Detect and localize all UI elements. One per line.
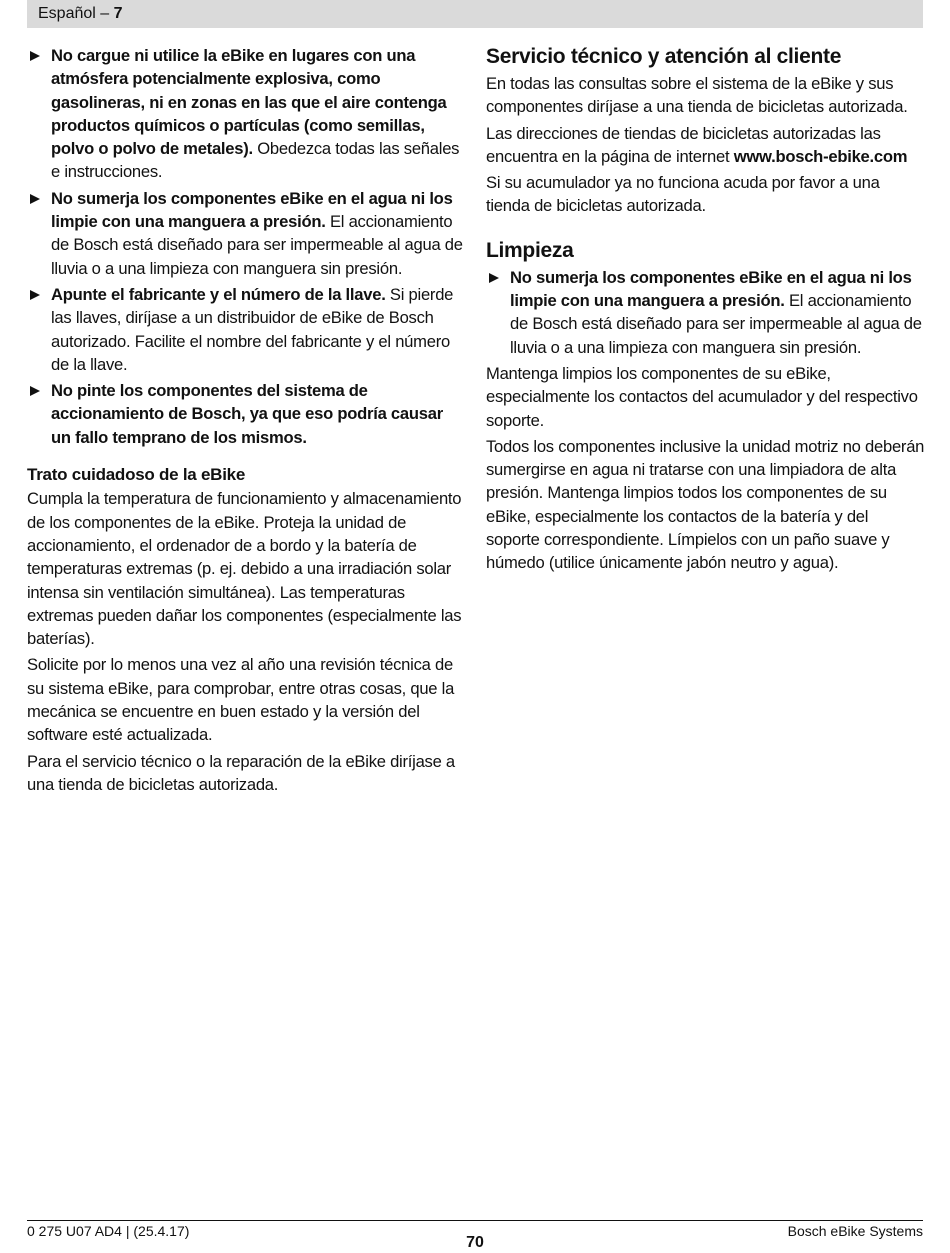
safety-bullet (27, 283, 465, 376)
bullet-text: Si pierde las llaves, diríjase a un distribuidor de eBike de Bosch autorizado. Facilite el nombre del fabricante y el número de la llave. (51, 284, 454, 374)
cleaning-bullet (486, 266, 926, 359)
bullet-bold-text: No sumerja los componentes eBike en el agua ni los limpie con una manguera a presión. (510, 267, 912, 311)
bullet-bold-text: No sumerja los componentes eBike en el agua ni los limpie con una manguera a presión. (51, 188, 453, 232)
left-column (27, 44, 465, 799)
service-paragraph: En todas las consultas sobre el sistema de la eBike y sus componentes diríjase a una tienda de bicicletas autorizada. (486, 74, 908, 117)
header-language: Español (38, 5, 96, 22)
bullet-triangle-icon (30, 290, 40, 300)
footer-divider (27, 1220, 923, 1221)
bullet-triangle-icon (30, 194, 40, 204)
service-paragraph: Si su acumulador ya no funciona acuda por favor a una tienda de bicicletas autorizada. (486, 173, 880, 216)
bullet-bold-text: Apunte el fabricante y el número de la llave. (51, 284, 386, 304)
cleaning-paragraph: Todos los componentes inclusive la unidad motriz no deberán sumergirse en agua ni tratarse con una limpiadora de alta presión. Mantenga limpios todos los componentes de su eBike, especialmente los contactos de la batería y del soporte correspondiente. Límpielos con un paño suave y húmedo (utilice únicamente jabón neutro y agua). (486, 436, 925, 573)
footer-doc-ref: 0 275 U07 AD4 | (25.4.17) (27, 1223, 190, 1239)
bullet-text: Obedezca todas las señales e instrucciones. (51, 139, 460, 182)
safety-bullet (27, 379, 465, 449)
cleaning-paragraph: Mantenga limpios los componentes de su eBike, especialmente los contactos del acumulador y del respectivo soporte. (486, 363, 918, 430)
bullet-triangle-icon (30, 386, 40, 396)
safety-bullet (27, 187, 465, 280)
safety-bullet (27, 44, 465, 184)
footer-brand: Bosch eBike Systems (787, 1223, 923, 1239)
section-heading-cleaning: Limpieza (486, 238, 574, 262)
header-page-number: 7 (113, 5, 123, 22)
website-link[interactable]: www.bosch-ebike.com (733, 146, 908, 166)
care-paragraph: Solicite por lo menos una vez al año una revisión técnica de su sistema eBike, para comprobar, entre otras cosas, que la mecánica se encuentre en buen estado y la versión del software esté actualizada. (27, 655, 455, 745)
bullet-triangle-icon (30, 51, 40, 61)
section-heading-service: Servicio técnico y atención al cliente (486, 45, 842, 68)
bullet-bold-text: No cargue ni utilice la eBike en lugares con una atmósfera potencialmente explosiva, como gasolineras, ni en zonas en las que el aire contenga productos químicos o partículas (como semillas, polvo o polvo de metales). (51, 46, 447, 159)
page-header (27, 0, 923, 28)
section-heading-care: Trato cuidadoso de la eBike (27, 465, 246, 485)
right-column (486, 44, 926, 578)
service-paragraph-address (486, 122, 926, 169)
header-separator: – (95, 5, 114, 22)
care-paragraph: Para el servicio técnico o la reparación de la eBike diríjase a una tienda de bicicletas autorizada. (27, 751, 455, 794)
service-address-text: Las direcciones de tiendas de bicicletas autorizadas las encuentra en la página de internet (486, 123, 881, 166)
bullet-text: El accionamiento de Bosch está diseñado para ser impermeable al agua de lluvia o a una limpieza con manguera sin presión. (510, 291, 922, 357)
footer-page-number: 70 (466, 1234, 484, 1251)
bullet-triangle-icon (489, 273, 499, 283)
bullet-bold-text: No pinte los componentes del sistema de accionamiento de Bosch, ya que eso podría causar un fallo temprano de los mismos. (51, 381, 443, 447)
bullet-text: El accionamiento de Bosch está diseñado para ser impermeable al agua de lluvia o a una limpieza con manguera sin presión. (51, 212, 463, 278)
care-paragraph: Cumpla la temperatura de funcionamiento y almacenamiento de los componentes de la eBike. Proteja la unidad de accionamiento, el ordenador de a bordo y la batería de temperaturas extremas (p. ej. debido a una irradiación solar intensa sin ventilación simultánea). Las temperaturas extremas pueden dañar los componentes (especialmente las baterías). (27, 489, 462, 649)
header-label (38, 4, 123, 24)
